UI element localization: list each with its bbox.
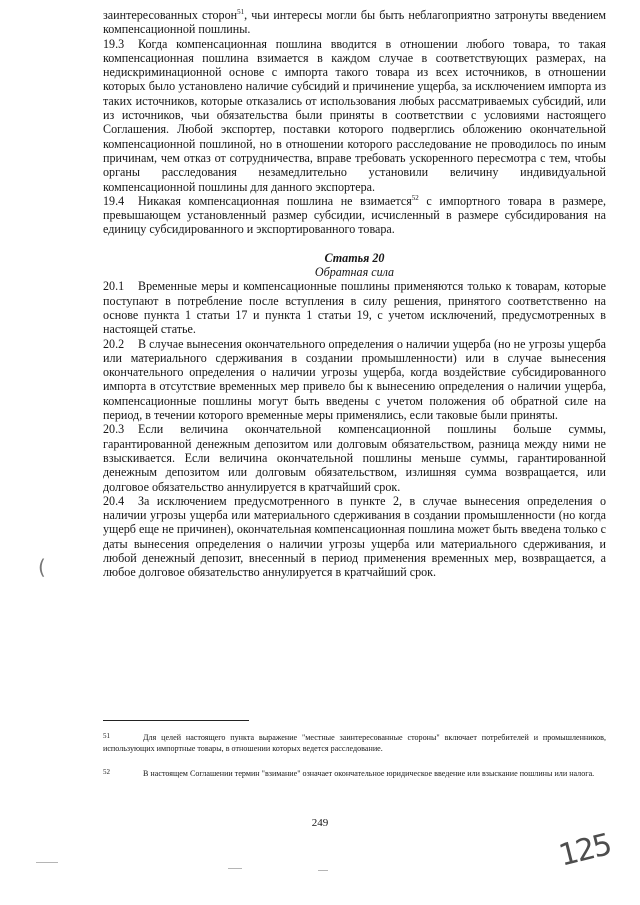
article-title: Статья 20 (324, 250, 385, 265)
footnote-52 (103, 767, 606, 779)
text-run: , чьи интересы могли бы быть неблагоприятно затронуты введением компенсационной пошлины. (103, 8, 606, 37)
paragraph-text: За исключением предусмотренного в пункте 2, в случае вынесения определения о наличии угрозы ущерба или материального сдерживания в создании промышленности (но когда ущерб еще не причинен), окончательная компенсационная пошлина может быть введена только с даты вынесения определения о наличии угрозы ущерба или материального сдерживания, и любой денежный депозит, внесенный в период применения временных мер, возвращается, а любое долговое обязательство аннулируется в кратчайший срок. (103, 493, 607, 580)
scan-artifact (36, 862, 58, 863)
paragraph-number: 20.4 (103, 493, 125, 508)
paragraph-text: с импортного товара в размере, превышающем установленный размер субсидии, исчисленный в размере субсидирования на единицу субсидированного и экспортированного товара. (103, 193, 606, 237)
text-run: заинтересованных сторон (103, 8, 238, 22)
paragraph-20-1 (103, 279, 606, 336)
footnote-number: 52 (103, 768, 110, 776)
article-subtitle: Обратная сила (314, 265, 395, 280)
footnote-text: В настоящем Соглашении термин "взимание" означает окончательное юридическое введение или взыскание пошлины или налога. (143, 769, 595, 778)
paragraph-number: 20.1 (103, 279, 125, 294)
handwritten-page-number: 125 (555, 827, 614, 874)
main-text (103, 8, 606, 580)
footnote-ref-51: 51 (237, 8, 245, 16)
paragraph-number: 20.3 (103, 422, 125, 437)
footnote-text: Для целей настоящего пункта выражение "местные заинтересованные стороны" включает потребителей и промышленников, использующих импортные товары, в отношении которых ведется расследование. (103, 733, 606, 753)
paragraph-20-2 (103, 337, 606, 423)
paragraph-number: 19.4 (103, 193, 125, 208)
paragraph-text: Когда компенсационная пошлина вводится в отношении любого товара, то такая компенсационная пошлина взимается в каждом случае в соответствующих размерах, на недискриминационной основе с импорта такого товара из всех источников, в отношении которых было установлено наличие субсидий и причинение ущерба, за исключением импорта из таких источников, которые отказались от использования любых рассматриваемых субсидий, или из источников, чьи обязательства были приняты в соответствии с условиями настоящего Соглашения. Любой экспортер, поставки которого подверглись обложению окончательной компенсационной пошлиной, но в отношении которого расследование не проводилось по иным причинам, чем отказ от сотрудничества, вправе требовать ускоренного пересмотра с тем, чтобы органы расследования незамедлительно установили величину индивидуальной компенсационной пошлины для данного экспортера. (103, 36, 606, 194)
footnote-divider (103, 720, 249, 721)
scan-artifact (318, 870, 328, 871)
paragraph-20-3 (103, 422, 606, 493)
paragraph-19-4 (103, 194, 606, 237)
paragraph-text: Никакая компенсационная пошлина не взимается (138, 193, 412, 208)
footnote-number: 51 (103, 732, 110, 740)
footnote-51 (103, 731, 606, 754)
paragraph-19-3 (103, 37, 606, 194)
paragraph-19-2-continuation (103, 8, 606, 37)
paragraph-number: 20.2 (103, 336, 125, 351)
paragraph-text: Временные меры и компенсационные пошлины применяются только к товарам, которые поступают в потребление после вступления в силу решения, принятого соответственно на основе пункта 1 статьи 17 и пункта 1 статьи 19, с учетом исключений, предусмотренных в настоящей статье. (103, 279, 606, 337)
paragraph-20-4 (103, 494, 606, 580)
page-number: 249 (311, 817, 329, 829)
footnote-ref-52: 52 (411, 193, 419, 202)
scan-artifact (228, 868, 242, 869)
paragraph-number: 19.3 (103, 36, 125, 51)
margin-bracket-mark: ( (38, 555, 46, 579)
paragraph-text: Если величина окончательной компенсационной пошлины больше суммы, гарантированной денежным депозитом или долговым обязательством, разница между ними не взыскивается. Если величина окончательной пошлины меньше суммы, гарантированной денежным депозитом или долговым обязательством, излишняя сумма возвращается, или долговое обязательство аннулируется в кратчайший срок. (103, 422, 606, 494)
paragraph-text: В случае вынесения окончательного определения о наличии ущерба (но не угрозы ущерба или материального сдерживания в создании промышленности) или в случае вынесения окончательного определения о наличии угрозы ущерба, когда воздействие субсидированного импорта в отсутствие временных мер привело бы к вынесению определения о наличии ущерба, компенсационные пошлины могут быть введены с учетом положения об обратной силе на период, в течении которого временные меры применялись, если таковые были приняты. (103, 336, 606, 423)
